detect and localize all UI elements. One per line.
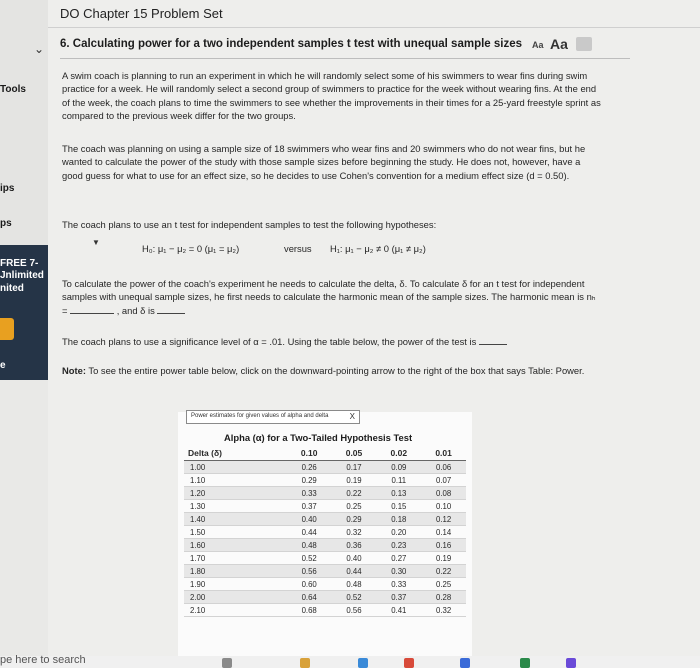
power-cell: 0.11 [376, 474, 421, 487]
sidebar-orange-button[interactable] [0, 318, 14, 340]
power-cell: 0.07 [421, 474, 466, 487]
power-cell: 0.26 [287, 461, 332, 474]
sidebar-item-e[interactable]: e [0, 360, 6, 371]
power-cell: 0.18 [376, 513, 421, 526]
power-table-tab[interactable] [186, 410, 360, 424]
delta-cell: 1.80 [184, 565, 287, 578]
table-row [184, 500, 466, 513]
delta-paragraph-text: To calculate the power of the coach's experiment he needs to calculate the delta, δ. To calculate δ for an t test for independent samples with unequal sample sizes, he first needs to calculate the harmonic mean of the sample sizes. [62, 278, 585, 303]
power-cell: 0.33 [376, 578, 421, 591]
font-size-small-button[interactable]: Aa [532, 40, 544, 50]
power-cell: 0.60 [287, 578, 332, 591]
power-cell: 0.30 [376, 565, 421, 578]
taskbar [0, 656, 700, 668]
task-view-icon[interactable] [222, 658, 232, 668]
app-icon-3[interactable] [566, 658, 576, 668]
power-table [184, 446, 466, 617]
power-cell: 0.28 [421, 591, 466, 604]
table-header-row [184, 446, 466, 461]
power-cell: 0.29 [332, 513, 377, 526]
power-cell: 0.25 [421, 578, 466, 591]
column-header: 0.10 [287, 446, 332, 461]
note-paragraph [62, 364, 602, 377]
power-cell: 0.09 [376, 461, 421, 474]
harmonic-mean-input[interactable] [70, 305, 114, 314]
power-cell: 0.56 [332, 604, 377, 617]
delta-cell: 1.60 [184, 539, 287, 552]
power-cell: 0.23 [376, 539, 421, 552]
power-cell: 0.17 [332, 461, 377, 474]
power-cell: 0.27 [376, 552, 421, 565]
header-bar [48, 0, 700, 28]
power-cell: 0.41 [376, 604, 421, 617]
power-cell: 0.19 [421, 552, 466, 565]
power-cell: 0.25 [332, 500, 377, 513]
power-cell: 0.29 [287, 474, 332, 487]
print-icon[interactable] [576, 37, 592, 51]
sidebar-item-tips-2[interactable]: ps [0, 218, 12, 229]
bullet-icon: ▼ [92, 238, 100, 247]
power-cell: 0.40 [287, 513, 332, 526]
table-title: Alpha (α) for a Two-Tailed Hypothesis Test [224, 432, 413, 443]
sidebar-promo-line-2[interactable]: Jnlimited [0, 270, 44, 281]
power-cell: 0.08 [421, 487, 466, 500]
note-label: Note: [62, 365, 86, 376]
table-row [184, 474, 466, 487]
column-header: 0.05 [332, 446, 377, 461]
power-question [62, 335, 602, 348]
delta-input[interactable] [157, 305, 185, 314]
close-icon[interactable]: X [349, 412, 355, 421]
power-cell: 0.48 [287, 539, 332, 552]
table-row [184, 591, 466, 604]
power-cell: 0.22 [421, 565, 466, 578]
power-cell: 0.06 [421, 461, 466, 474]
chevron-down-icon[interactable]: ⌄ [34, 42, 45, 56]
question-title: 6. Calculating power for a two independent samples t test with unequal sample sizes [60, 38, 523, 50]
column-header: 0.01 [421, 446, 466, 461]
power-cell: 0.10 [421, 500, 466, 513]
power-cell: 0.44 [287, 526, 332, 539]
power-cell: 0.32 [421, 604, 466, 617]
sidebar-item-tips[interactable]: ips [0, 183, 15, 194]
delta-cell: 1.40 [184, 513, 287, 526]
table-row [184, 539, 466, 552]
power-input[interactable] [479, 336, 507, 345]
power-cell: 0.48 [332, 578, 377, 591]
sample-size-paragraph: The coach was planning on using a sample size of 18 swimmers who wear fins and 20 swimmers who do not wear fins, but he wanted to calculate the power of the study with those sample sizes before beginning the study. He does not, however, have a good guess for what to use for an effect size, so he decides to use Cohen's convention for a medium effect size (d = 0.50). [62, 143, 586, 181]
power-cell: 0.33 [287, 487, 332, 500]
power-cell: 0.14 [421, 526, 466, 539]
app-icon-2[interactable] [520, 658, 530, 668]
power-table-body [184, 461, 466, 617]
power-cell: 0.37 [376, 591, 421, 604]
chrome-icon[interactable] [404, 658, 414, 668]
left-sidebar [0, 0, 48, 668]
scenario-paragraph: A swim coach is planning to run an experiment in which he will randomly select some of his swimmers to wear fins during swim practice for a week. He will randomly select a second group of swimmers to practice for the week without wearing fins. At the end of the week, the coach plans to time the swimmers to see whether the improvements in their times for a 25-yard freestyle sprint as compared to the previous week differ for the two groups. [62, 70, 601, 121]
power-cell: 0.19 [332, 474, 377, 487]
delta-cell: 1.70 [184, 552, 287, 565]
table-row [184, 513, 466, 526]
delta-cell: 1.30 [184, 500, 287, 513]
delta-cell: 1.10 [184, 474, 287, 487]
null-hypothesis: H₀: μ₁ − μ₂ = 0 (μ₁ = μ₂) [142, 243, 240, 254]
sidebar-lower-panel [0, 380, 48, 668]
power-cell: 0.36 [332, 539, 377, 552]
power-cell: 0.37 [287, 500, 332, 513]
power-cell: 0.68 [287, 604, 332, 617]
file-explorer-icon[interactable] [300, 658, 310, 668]
table-row [184, 565, 466, 578]
alternative-hypothesis: H₁: μ₁ − μ₂ ≠ 0 (μ₁ ≠ μ₂) [330, 243, 426, 254]
table-row [184, 526, 466, 539]
delta-cell: 1.90 [184, 578, 287, 591]
sidebar-upper-panel [0, 0, 48, 245]
power-cell: 0.13 [376, 487, 421, 500]
power-cell: 0.12 [421, 513, 466, 526]
power-table-panel [178, 412, 472, 658]
power-cell: 0.44 [332, 565, 377, 578]
taskbar-search-input[interactable]: pe here to search [0, 654, 86, 666]
table-row [184, 604, 466, 617]
delta-cell: 1.20 [184, 487, 287, 500]
column-header: 0.02 [376, 446, 421, 461]
power-cell: 0.15 [376, 500, 421, 513]
edge-icon[interactable] [358, 658, 368, 668]
power-cell: 0.20 [376, 526, 421, 539]
power-cell: 0.32 [332, 526, 377, 539]
power-cell: 0.64 [287, 591, 332, 604]
table-row [184, 461, 466, 474]
page-title: DO Chapter 15 Problem Set [60, 6, 223, 21]
power-question-text: The coach plans to use a significance level of α = .01. Using the table below, the power of the test is [62, 336, 477, 347]
table-row [184, 552, 466, 565]
divider [60, 58, 630, 59]
delta-cell: 2.00 [184, 591, 287, 604]
power-cell: 0.16 [421, 539, 466, 552]
power-cell: 0.56 [287, 565, 332, 578]
note-text: To see the entire power table below, click on the downward-pointing arrow to the right of the box that says Table: Power. [88, 365, 585, 376]
sidebar-promo-line-3[interactable]: nited [0, 283, 24, 294]
sidebar-item-tools[interactable]: Tools [0, 84, 26, 95]
delta-cell: 1.50 [184, 526, 287, 539]
app-icon[interactable] [460, 658, 470, 668]
table-row [184, 578, 466, 591]
harmonic-mean-label: The harmonic mean is nₕ = [62, 291, 596, 316]
power-cell: 0.52 [287, 552, 332, 565]
column-header: Delta (δ) [184, 446, 287, 461]
hypotheses-versus: versus [284, 243, 312, 254]
sidebar-promo-line-1[interactable]: FREE 7- [0, 258, 39, 269]
power-cell: 0.40 [332, 552, 377, 565]
power-table-tab-label: Power estimates for given values of alpha and delta [191, 413, 329, 419]
table-row [184, 487, 466, 500]
delta-cell: 1.00 [184, 461, 287, 474]
power-cell: 0.22 [332, 487, 377, 500]
delta-cell: 2.10 [184, 604, 287, 617]
power-cell: 0.52 [332, 591, 377, 604]
delta-paragraph [62, 277, 602, 317]
delta-label: , and δ is [116, 304, 155, 316]
hypotheses-intro: The coach plans to use an t test for independent samples to test the following hypotheses: [62, 219, 437, 230]
font-size-large-button[interactable]: Aa [550, 36, 568, 52]
